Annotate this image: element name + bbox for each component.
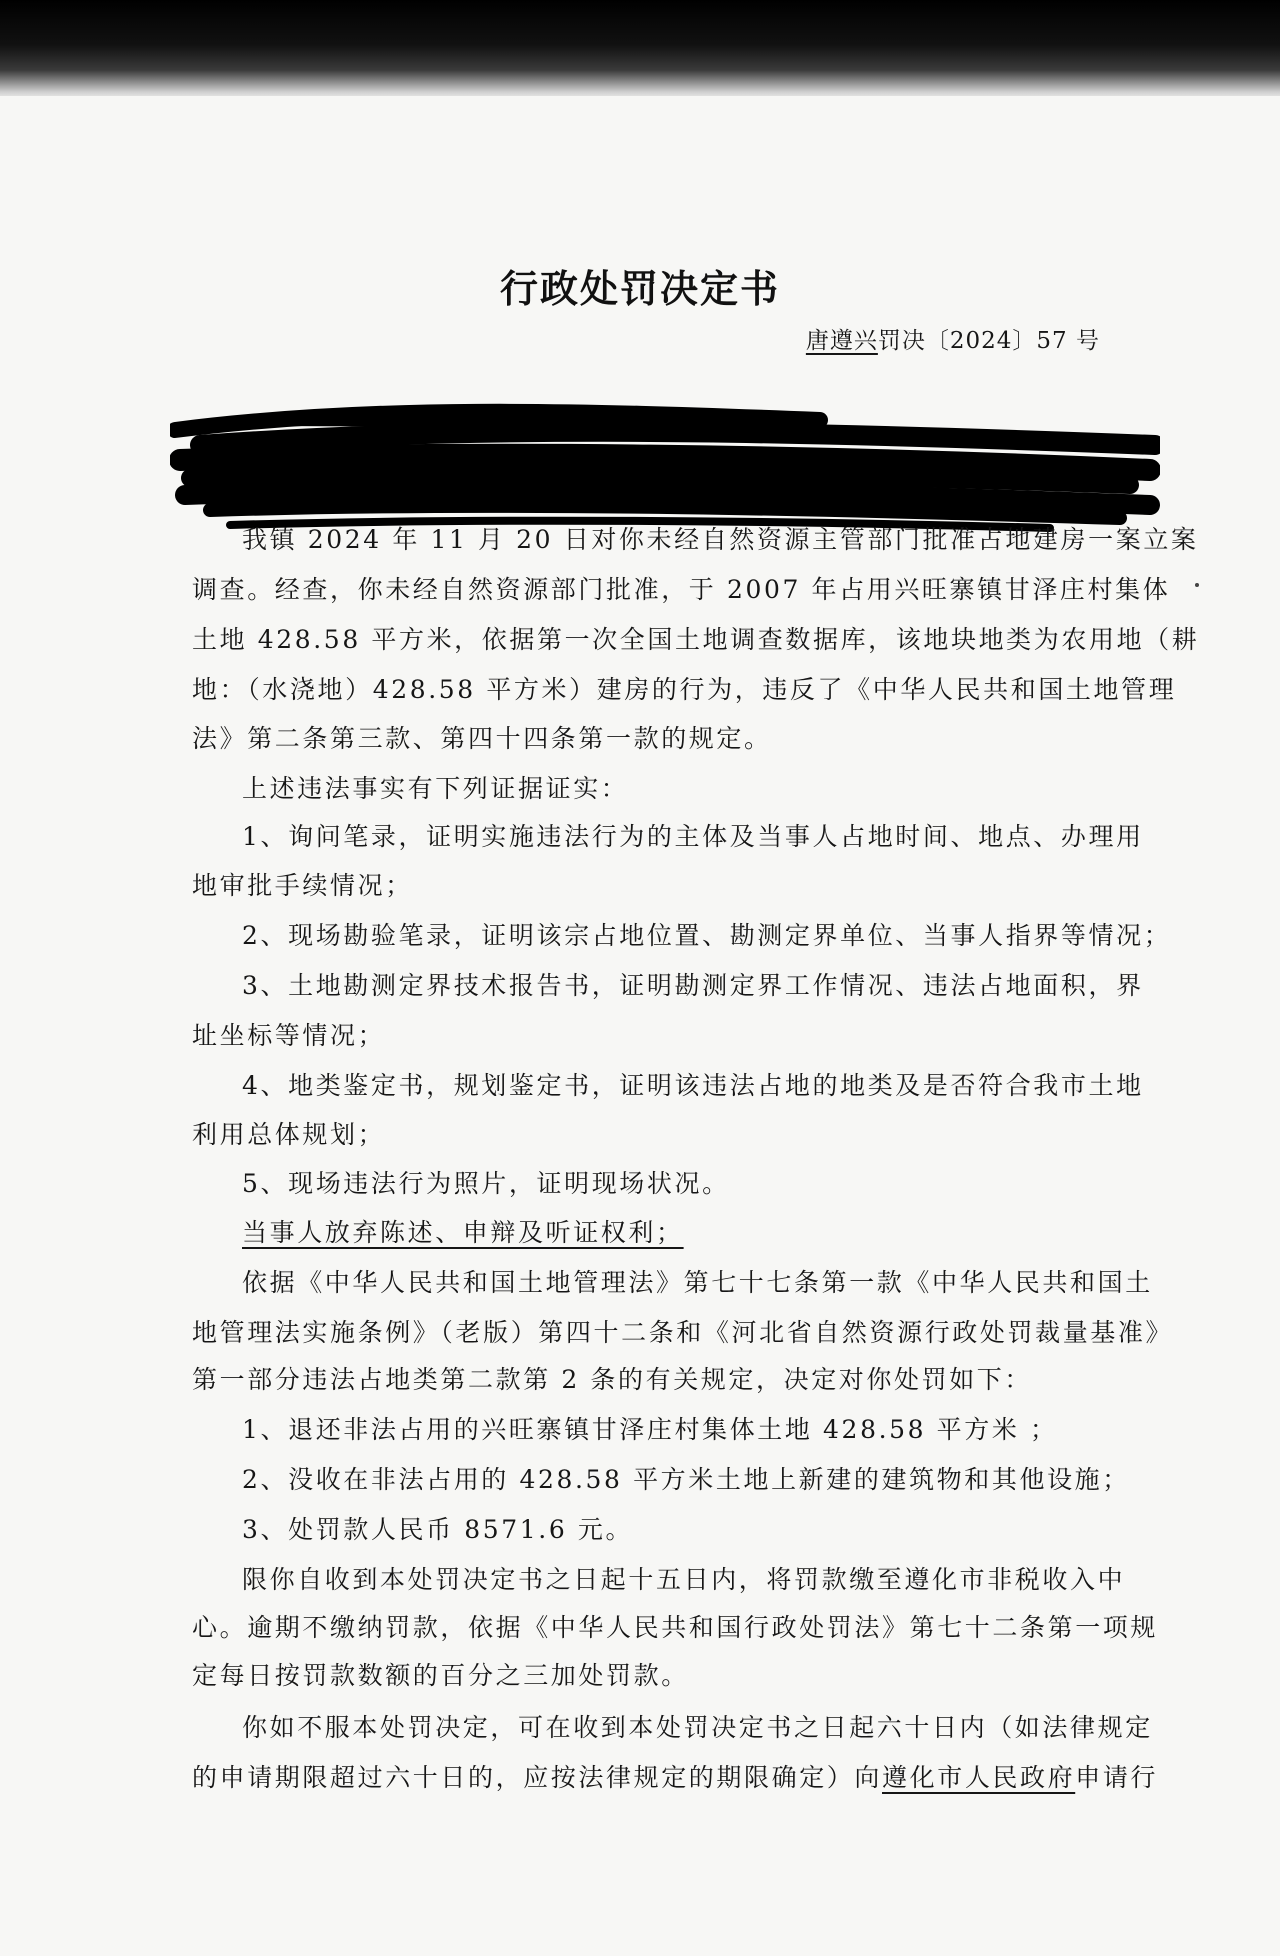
body-line: 定每日按罚款数额的百分之三加处罚款。	[192, 1661, 689, 1690]
body-line: 调查。经查，你未经自然资源部门批准，于 2007 年占用兴旺寨镇甘泽庄村集体	[192, 575, 1171, 604]
body-line: 我镇 2024 年 11 月 20 日对你未经自然资源主管部门批准占地建房一案立案	[242, 525, 1199, 554]
document-number-prefix: 唐遵兴	[805, 328, 878, 354]
body-line: 地：（水浇地）428.58 平方米）建房的行为，违反了《中华人民共和国土地管理	[192, 675, 1177, 704]
body-line: 5、现场违法行为照片，证明现场状况。	[242, 1169, 730, 1198]
body-line: 利用总体规划；	[192, 1120, 386, 1149]
body-line: 3、土地勘测定界技术报告书，证明勘测定界工作情况、违法占地面积，界	[242, 971, 1144, 1000]
scan-speck	[1195, 583, 1199, 587]
body-line: 1、询问笔录，证明实施违法行为的主体及当事人占地时间、地点、办理用	[242, 822, 1144, 851]
body-line: 第一部分违法占地类第二款第 2 条的有关规定，决定对你处罚如下：	[192, 1365, 1033, 1394]
document-number	[806, 322, 1100, 355]
body-line: 土地 428.58 平方米，依据第一次全国土地调查数据库，该地块地类为农用地（耕	[192, 625, 1200, 654]
body-line: 址坐标等情况；	[192, 1021, 386, 1050]
body-line-last	[192, 1758, 1158, 1794]
body-line-last-head: 的申请期限超过六十日的，应按法律规定的期限确定）向	[192, 1763, 883, 1792]
body-line: 地审批手续情况；	[192, 871, 413, 900]
body-line: 2、现场勘验笔录，证明该宗占地位置、勘测定界单位、当事人指界等情况；	[242, 921, 1172, 950]
body-line: 心。逾期不缴纳罚款，依据《中华人民共和国行政处罚法》第七十二条第一项规	[192, 1613, 1159, 1642]
body-line: 3、处罚款人民币 8571.6 元。	[242, 1515, 634, 1544]
body-line: 2、没收在非法占用的 428.58 平方米土地上新建的建筑物和其他设施；	[242, 1465, 1130, 1494]
body-line: 当事人放弃陈述、申辩及听证权利；	[242, 1218, 684, 1247]
scan-top-shadow	[0, 0, 1280, 100]
body-line: 依据《中华人民共和国土地管理法》第七十七条第一款《中华人民共和国土	[242, 1268, 1153, 1297]
government-name: 遵化市人民政府	[882, 1763, 1076, 1792]
body-line: 4、地类鉴定书，规划鉴定书，证明该违法占地的地类及是否符合我市土地	[242, 1071, 1144, 1100]
redaction-scribble	[170, 400, 1160, 540]
document-title: 行政处罚决定书	[499, 266, 780, 311]
body-line: 1、退还非法占用的兴旺寨镇甘泽庄村集体土地 428.58 平方米 ；	[242, 1415, 1058, 1444]
body-line: 限你自收到本处罚决定书之日起十五日内，将罚款缴至遵化市非税收入中	[242, 1565, 1126, 1594]
document-number-rest: 罚决〔2024〕57 号	[877, 328, 1100, 354]
body-line: 上述违法事实有下列证据证实：	[242, 774, 629, 803]
body-line-last-tail: 申请行	[1075, 1763, 1159, 1792]
body-line: 地管理法实施条例》（老版）第四十二条和《河北省自然资源行政处罚裁量基准》	[192, 1318, 1174, 1347]
body-line: 你如不服本处罚决定，可在收到本处罚决定书之日起六十日内（如法律规定	[242, 1713, 1153, 1742]
body-line: 法》第二条第三款、第四十四条第一款的规定。	[192, 724, 772, 753]
